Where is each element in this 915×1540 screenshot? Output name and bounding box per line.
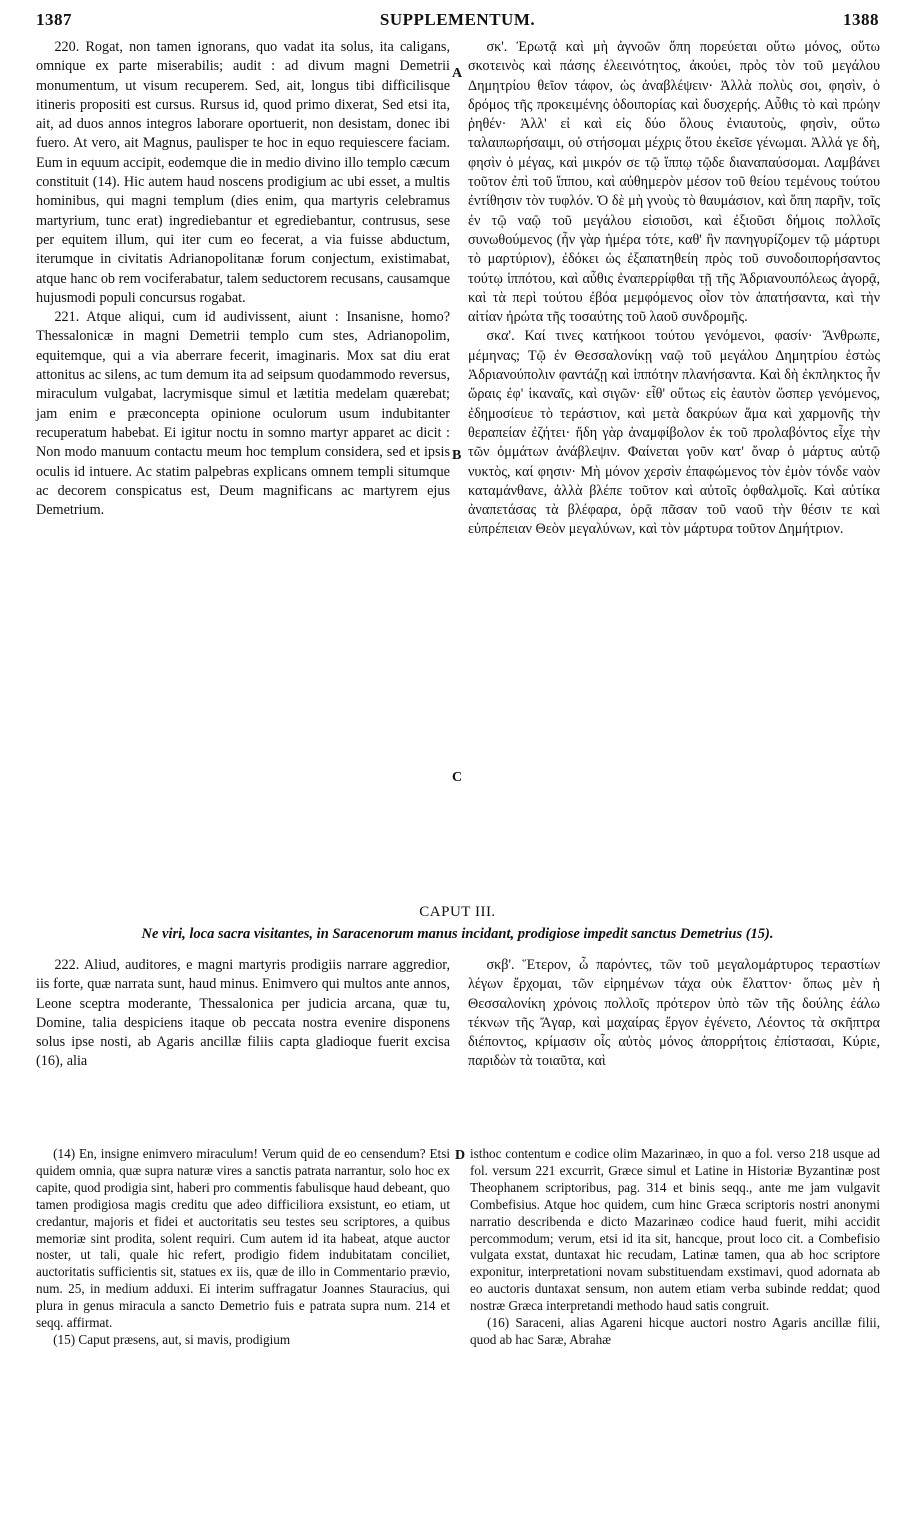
footnotes-left — [36, 1146, 450, 1349]
greek-column-top — [468, 38, 880, 540]
chapter-subtitle: Ne viri, loca sacra visitantes, in Saracenorum manus incidant, prodigiose impedit sanctus Demetrius (15). — [141, 926, 774, 942]
latin-paragraph-220: 220. Rogat, non tamen ignorans, quo vadat ita solus, ita caligans, omnique ex parte miserabilis; audit : ad divum magni Demetrii monumentum, ut visum recuperem. Sed, ait, longus tibi difficilisque itineris propositi est cursus. Rursus id, quod primo dixerat, Sed etsi ita, ait, ad duos annos integros laborare oportuerit, non desistam, donec ibi fuero. At vero, ait Magnus, paulisper te hoc in equo requiescere faciam. Eum in equum accipit, eodemque die in medio divino illo templo cæcum constituit (14). Hic autem haud noscens prodigium ac ubi esset, a multis hominibus, qui magni templum (dies enim, qua martyris celebramus martyrium, tunc erat) ingrediebantur et egrediebantur, contrusus, sese per equitem illum, qui iter cum eo fecerat, a via fuisse abductum, iterumque in civitatis Adrianopolitanæ forum conjectum, existimabat, atque hanc ob rem vociferabatur, talem seductorem recusans, causamque hujusmodi populi concursus rogabat. — [36, 39, 450, 306]
greek-paragraph-222: σκβ'. Ἕτερον, ὦ παρόντες, τῶν τοῦ μεγαλομάρτυρος τεραστίων λέγων ἔρχομαι, τῶν εἰρημένων τάχα οὐκ ἔλαττον· ὅπως μὲν ἡ Θεσσαλονίκη χρόνοις πολλοῖς πρότερον ὑπὸ τῶν τῆς δούλης ἐάλω τέκνων τῆς Ἄγαρ, καὶ μαχαίρας ἔργον ἐγένετο, Λέοντος τὰ σκῆπτρα διέποντος, κρίμασιν οἷς αὐτὸς μόνος ἀπορρήτοις ἐπίστασαι, Κύριε, παριδὼν τὰ τοιαῦτα, καὶ — [468, 957, 880, 1070]
footnote-14: (14) En, insigne enimvero miraculum! Verum quid de eo censendum? Etsi quidem omnia, quæ supra naturæ vires a sanctis patrata narrantur, solo hoc ex capite, quod prodigia sint, haberi pro commentis fabulisque haud debeant, quo tamen prodigiosa magis creditu que adeo difficiliora exsistunt, eo etiam, ut credantur, majoris et fidei et auctoritatis seu testes seu scriptores, a quibus memoriæ sint prodita, solent requiri. Cum autem id ita habeat, atque auctor noster, ut tali, quale hic refert, prodigio fidem indubitatam conciliet, auctoritatis sufficientis sit, statues ex iis, quæ de illo in Commentario prævio, num. 25, in medium adduxi. Ei interim suffragatur Joannes Stauracius, qui plura in genus miracula a sancto Demetrio fuis e patrata supra num. 214 et seqq. affirmat. — [36, 1146, 450, 1331]
latin-column-chapter — [36, 956, 450, 1072]
greek-paragraph-221: σκα'. Καί τινες κατήκοοι τούτου γενόμενοι, φασίν· Ἄνθρωπε, μέμηνας; Τῷ ἐν Θεσσαλονίκῃ ναῷ τοῦ μεγάλου Δημητρίου ἑστὼς Ἀδριανούπολιν φαντάζῃ καὶ ἱππότην πλανήσαντα. Καὶ δὴ ἐκπληκτος ἦν ὥραις ἐφ' ἱκαναῖς, καὶ σιγῶν· εἶθ' οὕτως εἰς ἑαυτὸν ὥσπερ γενόμενος, ἐδημοσίευε τὸ τεράστιον, καὶ μετὰ δακρύων ἅμα καὶ χαρμονῆς τὴν θεραπείαν ἐζήτει· ἤδη γὰρ ἀναμφίβολον ἐκ τοῦ προλαβόντος εἶχε τὴν τῶν ὀμμάτων ἀνάβλεψιν. Φαίνεται γοῦν κατ' ὄναρ ὁ μάρτυς αὐτῷ νυκτὸς, καί φησιν· Μὴ μόνον χερσὶν ἐπαφώμενος τὸν ἐμὸν τόνδε ναὸν καταμάνθανε, ἀλλὰ βλέπε τοῦτον καὶ αὐτοῖς ὀφθαλμοῖς. Καὶ αὐτίκα ἀναπετάσας τὰ βλέφαρα, ὁρᾷ πᾶσαν τοῦ ναοῦ τὴν θέσιν τε καὶ εὐπρέπειαν Θεὸν μεγαλύνων, καὶ τὸν μάρτυρα τοῦτον Δημήτριον. — [468, 328, 880, 538]
left-page-number: 1387 — [36, 10, 72, 29]
footnote-15-start: (15) Caput præsens, aut, si mavis, prodigium — [53, 1331, 291, 1347]
margin-letter-a: A — [452, 66, 463, 81]
footnote-16: (16) Saraceni, alias Agareni hicque auctori nostro Agaris ancillæ filii, quod ab hac Saræ, Abrahæ — [470, 1315, 880, 1347]
latin-paragraph-222: 222. Aliud, auditores, e magni martyris prodigiis narrare aggredior, iis forte, quæ narrata sunt, haud minus. Enimvero qui multos ante annos, Leone sceptra moderante, Thessalonica per judicia arcana, quæ tu, Domine, talia despiciens itaque ob peccata nostra evenire disponens solus ipse nosti, ab Agaris ancillæ filiis capta gladioque fuerit excisa (16), alia — [36, 957, 450, 1070]
running-header — [36, 10, 879, 32]
greek-paragraph-220: σκ'. Ἐρωτᾷ καὶ μὴ ἀγνοῶν ὅπη πορεύεται οὕτω μόνος, οὕτω σκοτεινὸς καὶ πάσης ἐλεεινότητος, ἀκούει, πρὸς τὸν τοῦ μεγάλου Δημητρίου θεῖον τάφον, ὡς ἀναβλέψειν· Ἀλλὰ πολὺς σοι, φησὶν, ὁ δρόμος τῆς προκειμένης ὁδοιπορίας καὶ δυσχερής. Αὖθις τὸ καὶ πρώην ῥηθέν· Ἀλλ' εἰ καὶ εἰς δύο ὅλους ἐνιαυτοὺς, φησὶν, οὕτω ταλαιπωρήσαιμι, οὐ στήσομαι μέχρις ὅτου ἐκεῖσε γένωμαι. Ἀλλά γε δὴ, φησὶν ὁ μέγας, καὶ μικρόν σε τῷ ἵππῳ τῷδε διαναπαύσομαι. Λαμβάνει τοῦτον ἐπὶ τοῦ ἵππου, καὶ αὐθημερὸν μέσον τοῦ θείου τεμένους τούτου ἐντίθησιν τὸν τυφλόν. Ὁ δὲ μὴ γνοὺς τὸ θαυμάσιον, καὶ ὅπη παρῆν, τοῖς ἐν τῷ ναῷ τοῦ μεγάλου εἰσιοῦσι, καὶ ἐξιοῦσι δήμοις πολλοῖς συνωθούμενος (ἦν γὰρ ἡμέρα τότε, καθ' ἣν πανηγυρίζομεν τῷ μάρτυρι τὸ μαρτύριον), ἐδόκει ὡς ἐξαπατηθείη πρὸς τοῦ συνοδοιπορήσαντος τούτῳ ἱππότου, καὶ αὖθις ἐναπερρίφθαι τῇ τῆς Ἀδριανουπόλεως ἀγορᾷ, καὶ τὰ περὶ τούτου ἐβόα μεμφόμενος οἷον τὸν ἀπατήσαντα, καὶ τὴν αἰτίαν ἠρώτα τῆς τοσαύτης τοῦ λαοῦ συνδρομῆς. — [468, 39, 880, 326]
margin-letter-d: D — [455, 1148, 466, 1163]
footnote-15-continued: isthoc contentum e codice olim Mazarinæo, in quo a fol. verso 218 usque ad fol. versum 221 excurrit, Græce simul et Latine in Historiæ Byzantinæ post Theophanem scriptoribus, pag. 314 et binis seqq., ante me jam vulgavit Combefisius. Atque hoc quidem, cum hinc Græca scriptoris nostri anonymi narratio describenda e dicto Mazarinæo codice haud fuerit, mihi accidit percommodum; verum, etsi id ita sit, hancque, prout loco cit. a Combefisio vulgata exstat, duntaxat hic recudam, Latinæ tamen, qua ab hoc scriptore exponitur, interpretationi novam substituendam exstimavi, quod adornata ab eo auctoris duntaxat sensum, non autem etiam verba subinde reddat; quod nostræ Græca interpretandi methodo haud satis congruit. — [470, 1146, 880, 1314]
latin-column-top — [36, 38, 450, 520]
running-title: SUPPLEMENTUM. — [379, 10, 536, 29]
latin-paragraph-221: 221. Atque aliqui, cum id audivissent, aiunt : Insanisne, homo? Thessalonicæ in magni Demetrii templo cum stes, Adrianopolim, equitemque, qui a via aberrare fecerit, imaginaris. Mox sat diu erat attonitus ac silens, ac tum demum ita ad seipsum quodammodo reversus, miraculum vulgabat, lacrymisque simul et lætitia medelam quærebat; jam enim e præconcepta opinione oculorum usum indubitanter recuperatum habebat. Ei igitur noctu in somno martyr apparet ac dicit : Non modo manuum contactu meum hoc templum considera, sed et ipsis oculis id intuere. Ac statim palpebras explicans omnem templi situmque ac decorem conspicatus est, Deum magnificans ac martyrem ejus Demetrium. — [36, 309, 450, 519]
right-page-number: 1388 — [843, 10, 879, 29]
chapter-heading: CAPUT III. — [419, 904, 496, 920]
margin-letter-b: B — [452, 448, 462, 463]
margin-letter-c: C — [452, 770, 463, 785]
footnotes-right — [470, 1146, 880, 1349]
greek-column-chapter — [468, 956, 880, 1072]
